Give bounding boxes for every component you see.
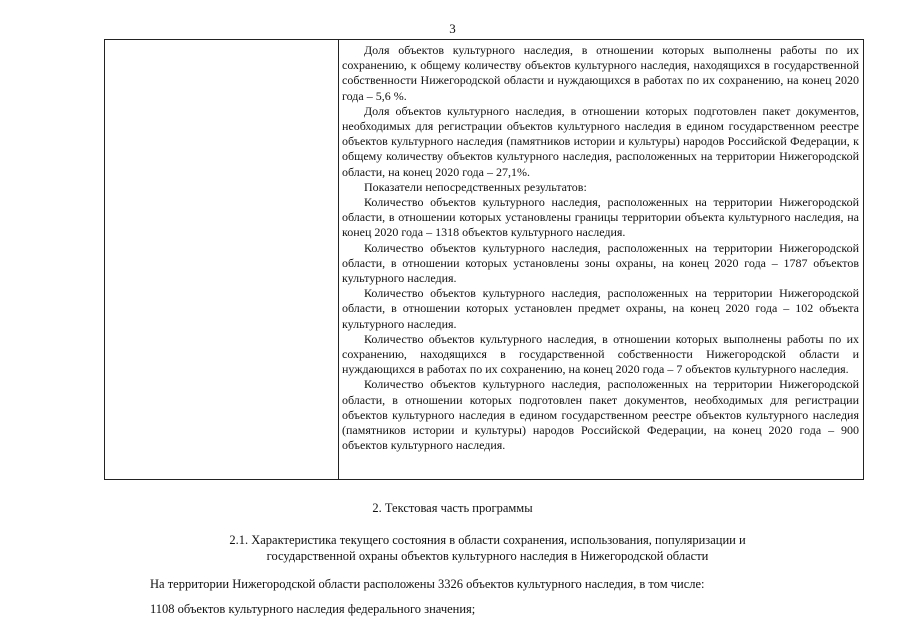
indicator-paragraph: Количество объектов культурного наследия, в отношении которых выполнены работы по их сохранению, находящихся в государственной собственности Нижегородской области и нуждающихся в работах по их сохранению, на конец 2020 года – 7 объектов культурного наследия. [342,331,859,377]
body-paragraph: На территории Нижегородской области расположены 3326 объектов культурного наследия, в том числе: [150,577,705,591]
indicator-paragraph: Доля объектов культурного наследия, в отношении которых подготовлен пакет документов, необходимых для регистрации объектов культурного наследия в едином государственном реестре объектов культурного наследия (памятников истории и культуры) народов Российской Федерации, к общему количеству объектов культурного наследия, расположенных на территории Нижегородской области, на конец 2020 года – 27,1%. [342,103,859,179]
indicator-paragraph: Количество объектов культурного наследия, расположенных на территории Нижегородской области, в отношении которых установлен предмет охраны, на конец 2020 года – 102 объекта культурного наследия. [342,286,859,331]
indicator-paragraph: Количество объектов культурного наследия, расположенных на территории Нижегородской области, в отношении которых установлены границы территории объекта культурного наследия, на конец 2020 года – 1318 объектов культурного наследия. [342,195,859,240]
indicators-table [104,39,864,480]
body-paragraph: 1108 объектов культурного наследия федерального значения; [150,602,476,616]
section-heading: 2. Текстовая часть программы [372,501,533,515]
page-number: 3 [449,21,456,36]
indicator-paragraph: Доля объектов культурного наследия, в отношении которых выполнены работы по их сохранению, к общему количеству объектов культурного наследия, находящихся в государственной собственности Нижегородской области и нуждающихся в работах по их сохранению, на конец 2020 года – 5,6 %. [342,43,859,103]
indicators-cell [342,43,859,453]
subsection-heading: 2.1. Характеристика текущего состояния в области сохранения, использования, популяризации и государственной охраны объектов культурного наследия в Нижегородской области [229,533,746,563]
indicator-paragraph: Количество объектов культурного наследия, расположенных на территории Нижегородской области, в отношении которых установлены зоны охраны, на конец 2020 года – 1787 объектов культурного наследия. [342,240,859,286]
indicator-paragraph: Показатели непосредственных результатов: [364,179,587,194]
indicator-paragraph: Количество объектов культурного наследия, расположенных на территории Нижегородской области, в отношении которых подготовлен пакет документов, необходимых для регистрации объектов культурного наследия в едином государственном реестре объектов культурного наследия (памятников истории и культуры) народов Российской Федерации, на конец 2020 года – 900 объектов культурного наследия. [342,377,859,453]
column-divider [338,40,339,479]
